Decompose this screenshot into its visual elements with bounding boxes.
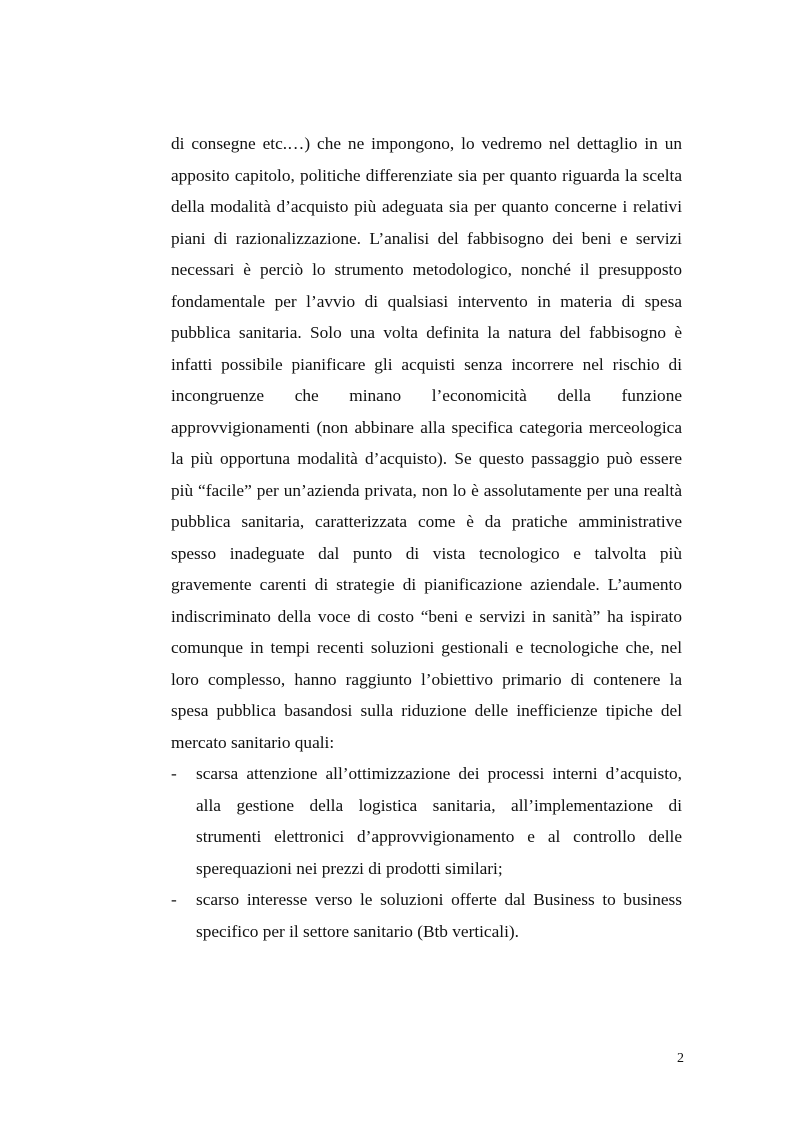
list-item-text: scarso interesse verso le soluzioni offerte dal Business to business specifico per il settore sanitario (Btb verticali).	[196, 890, 682, 941]
bullet-marker: -	[171, 764, 177, 783]
paragraph: di consegne etc.…) che ne impongono, lo vedremo nel dettaglio in un apposito capitolo, politiche differenziate sia per quanto riguarda la scelta della modalità d’acquisto più adeguata sia per quanto concerne i relativi piani di razionalizzazione. L’analisi del fabbisogno dei beni e servizi necessari è perciò lo strumento metodologico, nonché il presupposto fondamentale per l’avvio di qualsiasi intervento in materia di spesa pubblica sanitaria. Solo una volta definita la natura del fabbisogno è infatti possibile pianificare gli acquisti senza incorrere nel rischio di incongruenze che minano l’economicità della funzione approvvigionamenti (non abbinare alla specifica categoria merceologica la più opportuna modalità d’acquisto). Se questo passaggio può essere più “facile” per un’azienda privata, non lo è assolutamente per una realtà pubblica sanitaria, caratterizzata come è da pratiche amministrative spesso inadeguate dal punto di vista tecnologico e talvolta più gravemente carenti di strategie di pianificazione aziendale. L’aumento indiscriminato della voce di costo “beni e servizi in sanità” ha ispirato comunque in tempi recenti soluzioni gestionali e tecnologiche che, nel loro complesso, hanno raggiunto l’obiettivo primario di contenere la spesa pubblica basandosi sulla riduzione delle inefficienze tipiche del mercato sanitario quali:	[171, 134, 682, 752]
page-number: 2	[677, 1051, 684, 1066]
list-item-text: scarsa attenzione all’ottimizzazione dei processi interni d’acquisto, alla gestione della logistica sanitaria, all’implementazione di strumenti elettronici d’approvvigionamento e al controllo delle sperequazioni nei prezzi di prodotti similari;	[196, 764, 682, 878]
body-text	[171, 128, 682, 947]
list-item	[171, 884, 682, 947]
list-item	[171, 758, 682, 884]
bullet-marker: -	[171, 890, 177, 909]
bullet-list	[171, 758, 682, 947]
